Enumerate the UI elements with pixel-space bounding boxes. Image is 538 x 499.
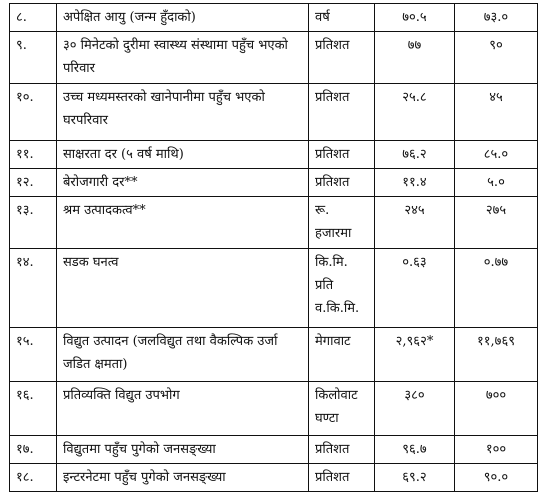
indicator-name: सडक घनत्व bbox=[57, 249, 309, 328]
base-value: २५.८ bbox=[375, 84, 455, 141]
base-value: ६९.२ bbox=[375, 464, 455, 492]
unit-cell: किलोवाट घण्टा bbox=[309, 382, 375, 436]
serial-number: १७. bbox=[10, 436, 57, 464]
unit-cell: कि.मि. प्रति व.कि.मि. bbox=[309, 249, 375, 328]
base-value: ७०.५ bbox=[375, 4, 455, 32]
table-row bbox=[10, 464, 538, 492]
indicator-name: ३० मिनेटको दुरीमा स्वास्थ्य संस्थामा पहुँच भएको परिवार bbox=[57, 32, 309, 84]
unit-cell: वर्ष bbox=[309, 4, 375, 32]
serial-number: १५. bbox=[10, 328, 57, 382]
indicator-name: प्रतिव्यक्ति विद्युत उपभोग bbox=[57, 382, 309, 436]
base-value: ३८० bbox=[375, 382, 455, 436]
table-row bbox=[10, 4, 538, 32]
table-row bbox=[10, 84, 538, 141]
indicator-name: विद्युत उत्पादन (जलविद्युत तथा वैकल्पिक उर्जा जडित क्षमता) bbox=[57, 328, 309, 382]
unit-cell: प्रतिशत bbox=[309, 436, 375, 464]
unit-cell: प्रतिशत bbox=[309, 32, 375, 84]
target-value: ७०० bbox=[455, 382, 538, 436]
serial-number: १८. bbox=[10, 464, 57, 492]
indicator-name: बेरोजगारी दर** bbox=[57, 169, 309, 197]
serial-number: ८. bbox=[10, 4, 57, 32]
indicator-table bbox=[9, 3, 538, 492]
serial-number: १३. bbox=[10, 197, 57, 249]
indicator-name: इन्टरनेटमा पहुँच पुगेको जनसङ्ख्या bbox=[57, 464, 309, 492]
unit-cell: प्रतिशत bbox=[309, 169, 375, 197]
target-value: ८५.० bbox=[455, 141, 538, 169]
base-value: ११.४ bbox=[375, 169, 455, 197]
target-value: ९० bbox=[455, 32, 538, 84]
target-value: ११,७६९ bbox=[455, 328, 538, 382]
serial-number: १६. bbox=[10, 382, 57, 436]
base-value: २४५ bbox=[375, 197, 455, 249]
indicator-name: विद्युतमा पहुँच पुगेको जनसङ्ख्या bbox=[57, 436, 309, 464]
serial-number: १४. bbox=[10, 249, 57, 328]
table-row bbox=[10, 197, 538, 249]
table-row bbox=[10, 382, 538, 436]
unit-cell: प्रतिशत bbox=[309, 84, 375, 141]
unit-cell: प्रतिशत bbox=[309, 464, 375, 492]
table-row bbox=[10, 328, 538, 382]
base-value: २,९६२* bbox=[375, 328, 455, 382]
target-value: ९०.० bbox=[455, 464, 538, 492]
base-value: ९६.७ bbox=[375, 436, 455, 464]
table-row bbox=[10, 249, 538, 328]
target-value: ०.७७ bbox=[455, 249, 538, 328]
target-value: ७३.० bbox=[455, 4, 538, 32]
unit-cell: रू. हजारमा bbox=[309, 197, 375, 249]
table-row bbox=[10, 436, 538, 464]
serial-number: १०. bbox=[10, 84, 57, 141]
target-value: ५.० bbox=[455, 169, 538, 197]
serial-number: ११. bbox=[10, 141, 57, 169]
indicator-name: अपेक्षित आयु (जन्म हुँदाको) bbox=[57, 4, 309, 32]
base-value: ७७ bbox=[375, 32, 455, 84]
unit-cell: मेगावाट bbox=[309, 328, 375, 382]
indicator-name: साक्षरता दर (५ वर्ष माथि) bbox=[57, 141, 309, 169]
serial-number: १२. bbox=[10, 169, 57, 197]
base-value: ७६.२ bbox=[375, 141, 455, 169]
table-row bbox=[10, 169, 538, 197]
serial-number: ९. bbox=[10, 32, 57, 84]
target-value: २७५ bbox=[455, 197, 538, 249]
indicator-name: श्रम उत्पादकत्व** bbox=[57, 197, 309, 249]
target-value: १०० bbox=[455, 436, 538, 464]
unit-cell: प्रतिशत bbox=[309, 141, 375, 169]
indicator-name: उच्च मध्यमस्तरको खानेपानीमा पहुँच भएको घरपरिवार bbox=[57, 84, 309, 141]
target-value: ४५ bbox=[455, 84, 538, 141]
base-value: ०.६३ bbox=[375, 249, 455, 328]
table-row bbox=[10, 141, 538, 169]
table-row bbox=[10, 32, 538, 84]
